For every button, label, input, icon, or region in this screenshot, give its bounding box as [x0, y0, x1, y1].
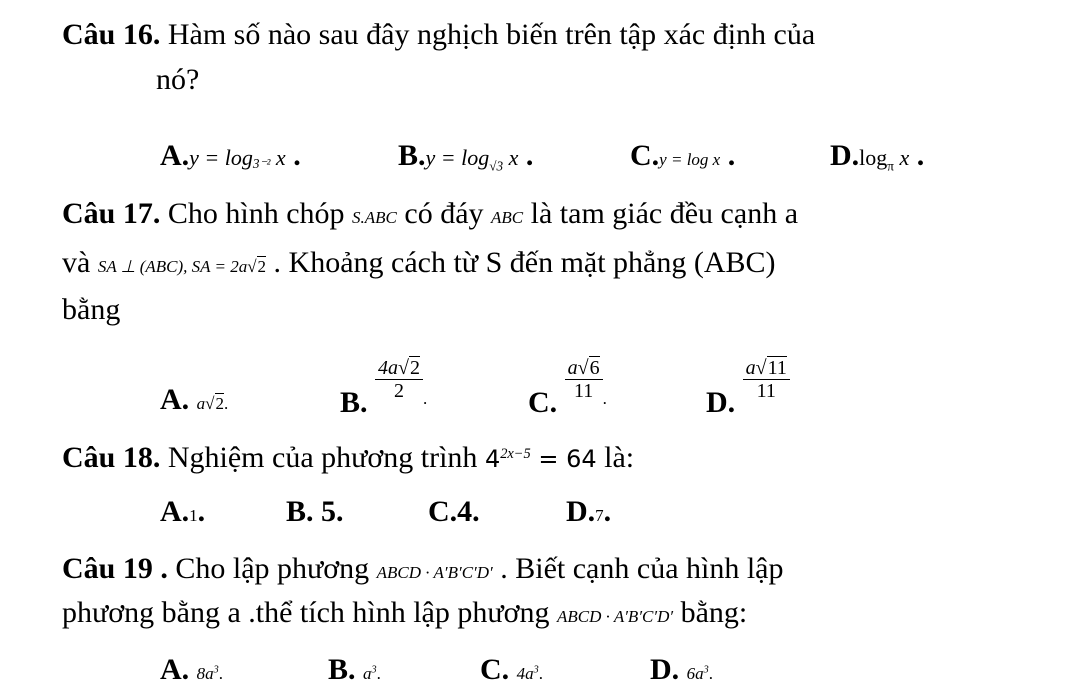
- q17-text: có đáy: [396, 197, 492, 230]
- option-math: y = log x: [659, 150, 721, 169]
- q19-line1: [62, 551, 784, 591]
- option-label: C.: [630, 139, 660, 172]
- q16-line2: [156, 62, 199, 98]
- q17-math-sa: SA ⊥ (ABC), SA = 2a√2: [97, 257, 267, 276]
- option-label: D.: [706, 386, 736, 420]
- q16-line1: [62, 17, 815, 53]
- q17-option-d: [706, 357, 790, 420]
- option-math: $8a^3$: [196, 664, 219, 683]
- q17-line1: [62, 196, 798, 236]
- q19-option-a: A. $8a^3$.: [160, 653, 224, 686]
- q18-equation: $4^{2x-5} = 64$: [484, 445, 597, 473]
- q17-option-c: C. $\frac{a√6}{11}$ $_.$: [528, 357, 607, 420]
- option-math: $4a^3$: [516, 664, 539, 683]
- q17-option-a: A. a√2.: [160, 383, 229, 416]
- q19-text: bằng:: [673, 596, 748, 629]
- option-value: 7: [595, 506, 604, 525]
- option-fraction: $\frac{4a√2}{2}$: [375, 357, 423, 402]
- option-label: A.: [160, 653, 190, 686]
- option-label: C.4.: [428, 495, 480, 528]
- q17-math-sabc: S.ABC: [352, 208, 397, 227]
- option-math: $6a^3$: [686, 664, 709, 683]
- q18-option-c: [428, 494, 480, 530]
- q19-line2: [62, 595, 747, 635]
- q19-label: Câu 19 .: [62, 552, 168, 585]
- q16-option-a: $A.y = \log_{3^{-2}} x$ .: [160, 139, 301, 172]
- q19-math-cube: ABCD · A′B′C′D′: [376, 563, 493, 582]
- q16-label: Câu 16.: [62, 18, 161, 51]
- option-label: A.: [160, 495, 190, 528]
- option-label: B.: [328, 653, 356, 686]
- q17-line3: [62, 292, 120, 328]
- option-math: a√2: [196, 394, 225, 413]
- option-label: B.: [398, 139, 426, 172]
- option-value: 1: [189, 506, 198, 525]
- q17-option-b: B. $\frac{4a√2}{2}$ $_.$: [340, 357, 428, 420]
- option-fraction: $\frac{a√11}{11}$: [743, 357, 790, 402]
- q19-math-cube: ABCD · A′B′C′D′: [557, 607, 674, 626]
- option-label: C.: [528, 386, 558, 420]
- option-label: A.: [160, 383, 190, 416]
- q18-label: Câu 18.: [62, 441, 161, 474]
- q17-text: Cho hình chóp: [160, 197, 353, 230]
- option-label: A.: [160, 139, 190, 172]
- q19-text: phương bằng a .thể tích hình lập phương: [62, 596, 557, 629]
- q16-text-1: Hàm số nào sau đây nghịch biến trên tập xác định của: [160, 18, 816, 51]
- q19-option-c: C. $4a^3$.: [480, 653, 544, 686]
- q17-text: . Khoảng cách từ S đến mặt phẳng (ABC): [266, 246, 776, 279]
- q17-math-abc: ABC: [491, 208, 524, 227]
- q17-label: Câu 17.: [62, 197, 161, 230]
- q17-text: là tam giác đều cạnh a: [523, 197, 799, 230]
- q18-text: Nghiệm của phương trình: [160, 441, 485, 474]
- option-label: D.: [650, 653, 680, 686]
- q19-option-b: B. $a^3$.: [328, 653, 381, 686]
- option-label: D.: [830, 139, 860, 172]
- q18-option-b: [286, 494, 344, 530]
- option-math: $a^3$: [363, 664, 377, 683]
- q19-option-d: D. $6a^3$.: [650, 653, 714, 686]
- option-fraction: $\frac{a√6}{11}$: [565, 357, 603, 402]
- option-math: $y = \log_{√3} x$: [425, 145, 519, 174]
- option-math: $y = \log_{3^{-2}} x$: [189, 145, 286, 172]
- q19-text: Cho lập phương: [167, 552, 377, 585]
- q17-text: bằng: [62, 293, 121, 326]
- option-label: C.: [480, 653, 510, 686]
- q18-option-d: D.7.: [566, 495, 612, 528]
- q16-option-b: $B.y = \log_{√3} x$ .: [398, 139, 534, 174]
- q17-line2: [62, 245, 776, 285]
- q16-option-d: $D.\log_\pi$ x .: [830, 139, 925, 174]
- q18-text: là:: [596, 441, 635, 474]
- q18-option-a: A.1.: [160, 495, 206, 528]
- option-label: D.: [566, 495, 596, 528]
- option-math: $\log_\pi x$: [859, 145, 910, 174]
- q17-text: và: [62, 246, 98, 279]
- q18-line: [62, 436, 634, 477]
- q16-option-c: C.y = log x .: [630, 139, 736, 172]
- option-label: B. 5.: [286, 495, 344, 528]
- q19-text: . Biết cạnh của hình lập: [492, 552, 784, 585]
- q16-text-2: nó?: [156, 63, 200, 96]
- option-label: B.: [340, 386, 368, 420]
